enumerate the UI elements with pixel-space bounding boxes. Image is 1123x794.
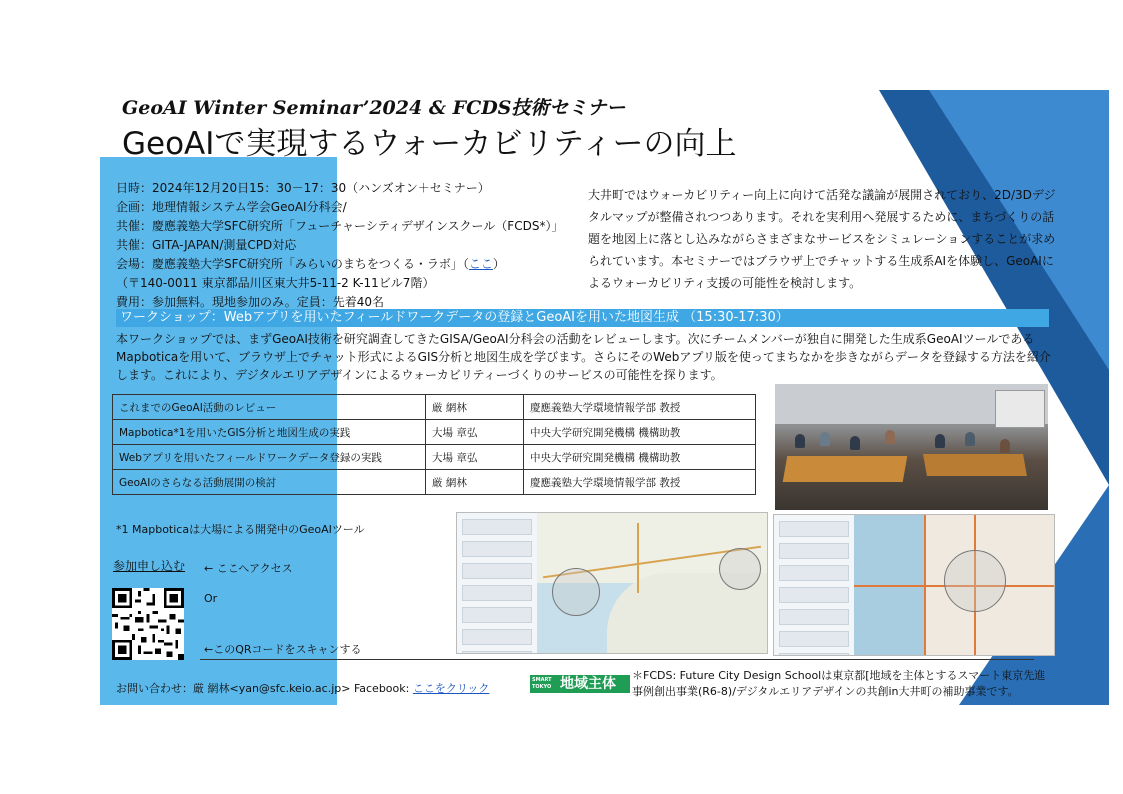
photo-person — [935, 434, 945, 448]
contact-text: お問い合わせ：厳 網林<yan@sfc.keio.ac.jp> Facebook: — [116, 682, 413, 695]
workshop-photo — [775, 384, 1048, 510]
apply-link[interactable]: 参加申し込む — [113, 559, 186, 573]
photo-table — [783, 456, 908, 482]
schedule-topic: Webアプリを用いたフィールドワークデータ登録の実践 — [113, 445, 426, 470]
map-buffer — [944, 550, 1006, 612]
photo-screen — [995, 390, 1045, 428]
map-chat-panel — [774, 515, 854, 655]
schedule-speaker: 大場 章弘 — [426, 445, 524, 470]
schedule-affiliation: 中央大学研究開発機構 機構助教 — [524, 420, 756, 445]
venue-text: 会場：慶應義塾大学SFC研究所「みらいのまちをつくる・ラボ」（ — [116, 257, 469, 271]
schedule-affiliation: 中央大学研究開発機構 機構助教 — [524, 445, 756, 470]
qr-hint: ←このQRコードをスキャンする — [204, 643, 362, 656]
qr-code[interactable] — [112, 588, 184, 660]
logo-text: 地域主体 — [560, 676, 616, 692]
intro-text: 大井町ではウォーカビリティー向上に向けて活発な議論が展開されており、2D/3Dデジタルマップが整備されつつあります。それを実利用へ発展するために、まちづくりの話題を地図上に落とし込みながらさまざまなサービスをシミュレーションすることが求められています。本セミナーではブラウザ上でチャットする生成系AIを体験し、GeoAIによるウォーカビリティ支援の可能性を検討します。 — [588, 188, 1056, 290]
photo-person — [965, 432, 975, 446]
schedule-speaker: 大場 章弘 — [426, 420, 524, 445]
schedule-topic: Mapbotica*1を用いたGIS分析と地図生成の実践 — [113, 420, 426, 445]
map-screenshot-tokyo — [773, 514, 1055, 656]
photo-table — [923, 454, 1027, 476]
table-row — [113, 420, 756, 445]
event-cohost-fcds: 共催：慶應義塾大学SFC研究所「フューチャーシティデザインスクール（FCDS*）」 — [116, 219, 564, 233]
map-screenshot-yokohama — [456, 512, 768, 654]
map-chat-panel — [457, 513, 537, 653]
photo-person — [820, 432, 830, 446]
schedule-affiliation: 慶應義塾大学環境情報学部 教授 — [524, 395, 756, 420]
fcds-note: ＊FCDS: Future City Design Schoolは東京都[地域を主体とするスマート東京先進事例創出事業(R6-8)/デジタルエリアデザインの共創in大井町の補助事業です。 — [632, 669, 1046, 698]
schedule-speaker: 厳 網林 — [426, 470, 524, 495]
title-english: GeoAI Winter Seminar’2024 & FCDS技術セミナー — [122, 97, 626, 119]
page-margin-bottom — [0, 705, 1123, 794]
smart-tokyo-logo — [530, 675, 630, 693]
workshop-description: 本ワークショップでは、まずGeoAI技術を研究調査してきたGISA/GeoAI分科会の活動をレビューします。次にチームメンバーが独自に開発した生成系GeoAIツールであるMapboticaを用いて、ブラウザ上でチャット形式によるGIS分析と地図生成を学びます。さらにそのWebアプリ版を使ってまちなかを歩きながらデータを登録する方法を紹介します。これにより、デジタルエリアデザインによるウォーカビリティーづくりのサービスの可能性を探ります。 — [116, 332, 1051, 382]
event-info — [116, 179, 563, 312]
photo-person — [850, 436, 860, 450]
apply-hint: ← ここへアクセス — [204, 562, 293, 575]
photo-person — [795, 434, 805, 448]
table-row — [113, 470, 756, 495]
venue-close: ） — [492, 257, 505, 271]
facebook-link[interactable]: ここをクリック — [412, 682, 490, 695]
page-title: GeoAIで実現するウォーカビリティーの向上 — [122, 126, 737, 162]
venue-link[interactable]: ここ — [468, 257, 493, 271]
page-margin-top — [0, 0, 1123, 90]
table-row — [113, 395, 756, 420]
table-row — [113, 445, 756, 470]
photo-person — [885, 430, 895, 444]
schedule-affiliation: 慶應義塾大学環境情報学部 教授 — [524, 470, 756, 495]
event-organizer: 企画：地理情報システム学会GeoAI分科会/ — [116, 200, 347, 214]
map-buffer — [552, 568, 600, 616]
event-cohost-gita: 共催：GITA-JAPAN/測量CPD対応 — [116, 238, 297, 252]
footnote-mapbotica: *1 Mapboticaは大場による開発中のGeoAIツール — [116, 523, 365, 536]
contact-info — [116, 680, 489, 696]
event-venue — [116, 255, 563, 274]
event-fee: 費用：参加無料。現地参加のみ。定員：先着40名 — [116, 295, 384, 309]
or-label: Or — [204, 592, 218, 605]
logo-tag: SMART TOKYO — [532, 677, 552, 690]
event-address: （〒140-0011 東京都品川区東大井5-11-2 K-11ビル7階） — [116, 276, 435, 290]
schedule-topic: これまでのGeoAI活動のレビュー — [113, 395, 426, 420]
footer-divider — [200, 659, 1034, 660]
schedule-table — [112, 394, 756, 495]
event-datetime: 日時：2024年12月20日15：30－17：30（ハンズオン＋セミナー） — [116, 181, 490, 195]
map-buffer — [719, 548, 761, 590]
schedule-speaker: 厳 網林 — [426, 395, 524, 420]
schedule-topic: GeoAIのさらなる活動展開の検討 — [113, 470, 426, 495]
map-road — [637, 523, 639, 593]
photo-person — [1000, 439, 1010, 453]
workshop-heading: ワークショップ：Webアプリを用いたフィールドワークデータの登録とGeoAIを用いた地図生成 （15:30-17:30） — [116, 309, 1049, 327]
